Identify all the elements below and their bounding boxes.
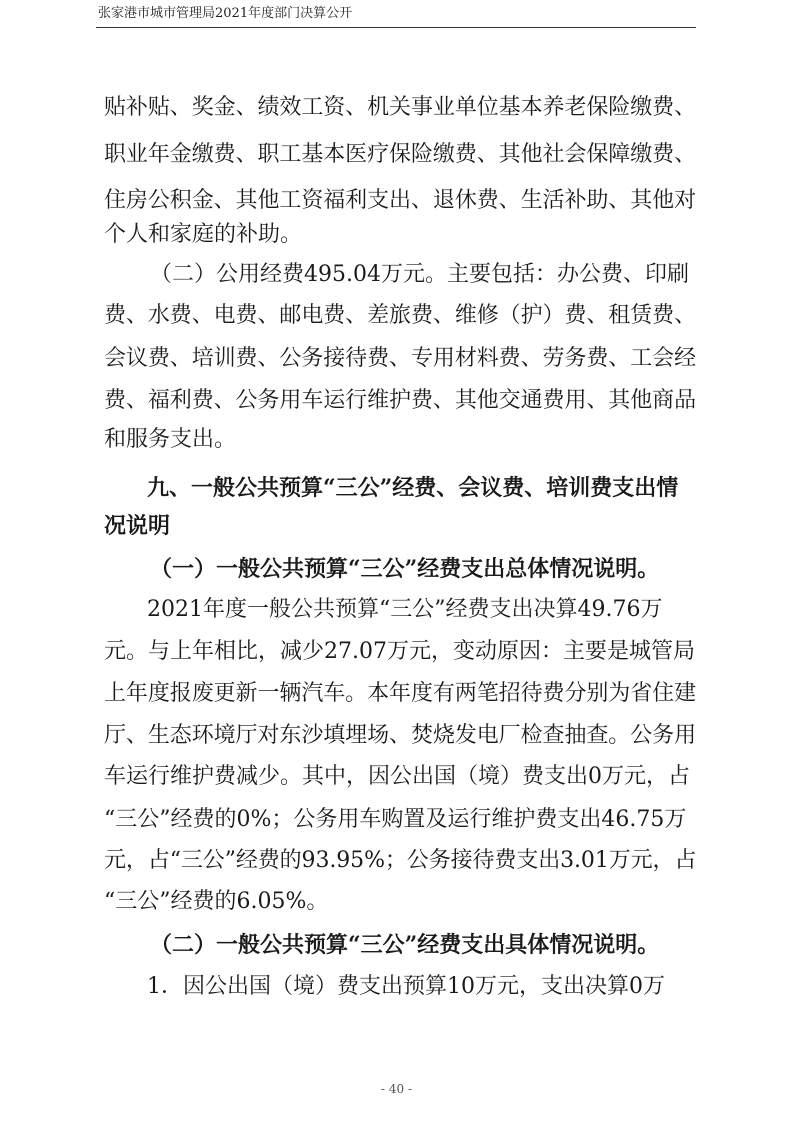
paragraph-line: 上年度报废更新一辆汽车。本年度有两笔招待费分别为省住建	[104, 681, 697, 706]
paragraph-line: 贴补贴、奖金、绩效工资、机关事业单位基本养老保险缴费、	[104, 95, 697, 120]
section-heading: 九、一般公共预算“三公”经费、会议费、培训费支出情	[147, 475, 679, 501]
paragraph-line: “三公”经费的6.05%。	[104, 889, 329, 914]
subsection-heading: （二）一般公共预算“三公”经费支出具体情况说明。	[150, 932, 660, 958]
subsection-heading: （一）一般公共预算“三公”经费支出总体情况说明。	[150, 556, 660, 582]
paragraph-line: 元。与上年相比，减少27.07万元，变动原因：主要是城管局	[104, 639, 695, 664]
paragraph-line: 住房公积金、其他工资福利支出、退休费、生活补助、其他对	[104, 188, 697, 213]
page-number: - 40 -	[380, 1082, 412, 1096]
paragraph-line: 车运行维护费减少。其中，因公出国（境）费支出0万元，占	[104, 764, 690, 789]
paragraph-line: 2021年度一般公共预算“三公”经费支出决算49.76万	[147, 597, 663, 622]
section-heading: 况说明	[104, 513, 171, 539]
running-header: 张家港市城市管理局2021年度部门决算公开	[98, 6, 353, 21]
paragraph-line: 费、水费、电费、邮电费、差旅费、维修（护）费、租赁费、	[104, 303, 697, 328]
paragraph-line: 元，占“三公”经费的93.95%；公务接待费支出3.01万元，占	[104, 848, 697, 873]
header-rule	[96, 27, 696, 28]
paragraph-line: 个人和家庭的补助。	[104, 222, 303, 247]
paragraph-line: “三公”经费的0%；公务用车购置及运行维护费支出46.75万	[104, 807, 687, 832]
paragraph-line: 和服务支出。	[104, 427, 237, 452]
paragraph-line: 职业年金缴费、职工基本医疗保险缴费、其他社会保障缴费、	[104, 142, 697, 167]
paragraph-line: 会议费、培训费、公务接待费、专用材料费、劳务费、工会经	[104, 346, 697, 371]
paragraph-line: 1．因公出国（境）费支出预算10万元，支出决算0万	[147, 974, 665, 999]
paragraph-line: （二）公用经费495.04万元。主要包括：办公费、印刷	[150, 262, 689, 287]
paragraph-line: 厅、生态环境厅对东沙填埋场、焚烧发电厂检查抽查。公务用	[104, 723, 697, 748]
paragraph-line: 费、福利费、公务用车运行维护费、其他交通费用、其他商品	[104, 388, 697, 413]
